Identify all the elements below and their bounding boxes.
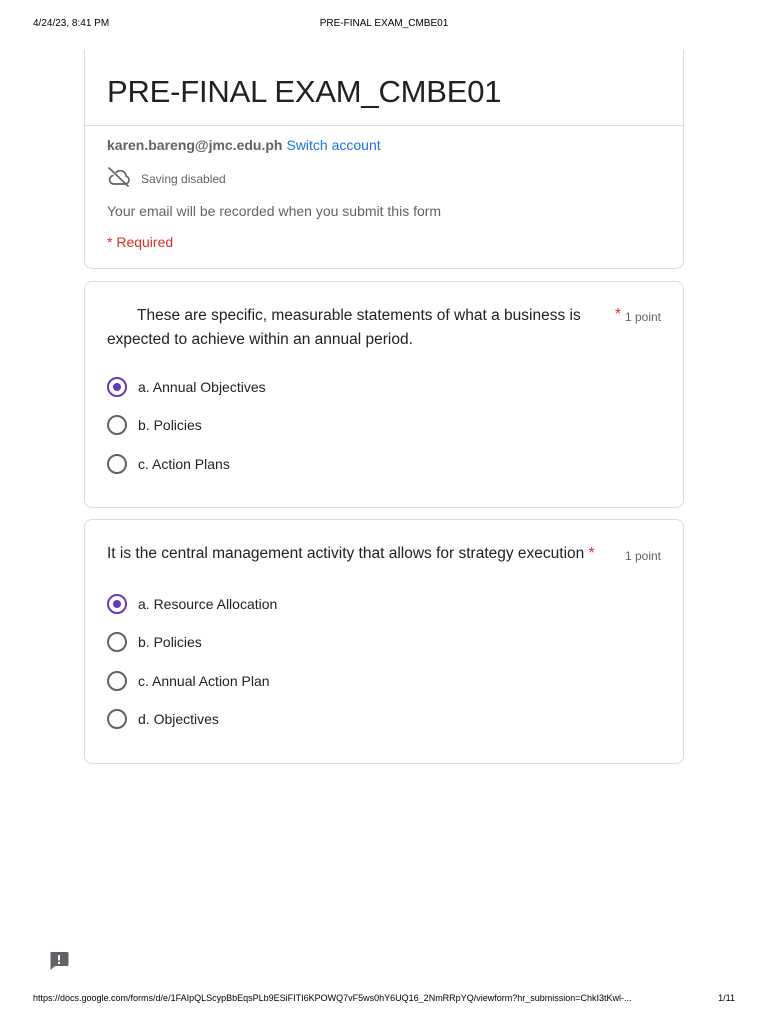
header-divider [85, 125, 683, 126]
option-label: b. Policies [138, 634, 202, 650]
page-number: 1/11 [718, 993, 735, 1003]
form-header-card [84, 50, 684, 269]
option-label: b. Policies [138, 417, 202, 433]
option-radio[interactable] [107, 708, 219, 730]
saving-status-text: Saving disabled [141, 172, 226, 186]
required-asterisk: * [615, 306, 622, 323]
option-radio[interactable] [107, 453, 230, 475]
radio-unchecked-icon[interactable] [107, 454, 127, 474]
option-radio[interactable] [107, 414, 202, 436]
required-note: * Required [107, 234, 174, 250]
feedback-icon[interactable] [48, 950, 70, 972]
option-radio[interactable] [107, 670, 270, 692]
question-card-1 [84, 281, 684, 508]
print-title: PRE-FINAL EXAM_CMBE01 [319, 18, 449, 29]
option-radio[interactable] [107, 376, 266, 398]
radio-unchecked-icon[interactable] [107, 671, 127, 691]
question-points: 1 point [624, 310, 661, 324]
email-recorded-note: Your email will be recorded when you submit this form [107, 203, 442, 219]
option-label: a. Annual Objectives [138, 379, 266, 395]
radio-checked-icon[interactable] [107, 377, 127, 397]
account-line [107, 137, 381, 153]
account-email: karen.bareng@jmc.edu.ph [107, 137, 283, 153]
question-text-content: It is the central management activity that allows for strategy execution [107, 545, 585, 562]
option-label: a. Resource Allocation [138, 596, 278, 612]
radio-checked-icon[interactable] [107, 594, 127, 614]
print-header [33, 18, 735, 32]
question-card-2 [84, 519, 684, 764]
print-datetime: 4/24/23, 8:41 PM [33, 18, 110, 29]
option-label: c. Action Plans [138, 456, 230, 472]
cloud-off-icon [107, 166, 131, 193]
required-asterisk: * [588, 545, 595, 562]
option-radio[interactable] [107, 631, 202, 653]
radio-unchecked-icon[interactable] [107, 415, 127, 435]
option-label: d. Objectives [138, 711, 219, 727]
radio-unchecked-icon[interactable] [107, 632, 127, 652]
option-radio[interactable] [107, 593, 277, 615]
switch-account-link[interactable]: Switch account [286, 137, 381, 153]
page-url: https://docs.google.com/forms/d/e/1FAIpQLScypBbEqsPLb9ESiFITI6KPOWQ7vF5ws0hY6UQ16_2NmRRpYQ/viewform?hr_submission=ChkI3tKwl-... [33, 993, 632, 1003]
saving-status [107, 168, 226, 190]
question-text: These are specific, measurable statements of what a business is expected to achieve within an annual period. [107, 307, 581, 348]
option-label: c. Annual Action Plan [138, 673, 270, 689]
form-title: PRE-FINAL EXAM_CMBE01 [107, 74, 502, 109]
question-points: 1 point [624, 549, 661, 563]
radio-unchecked-icon[interactable] [107, 709, 127, 729]
question-text [107, 542, 607, 566]
print-footer [33, 993, 735, 1005]
